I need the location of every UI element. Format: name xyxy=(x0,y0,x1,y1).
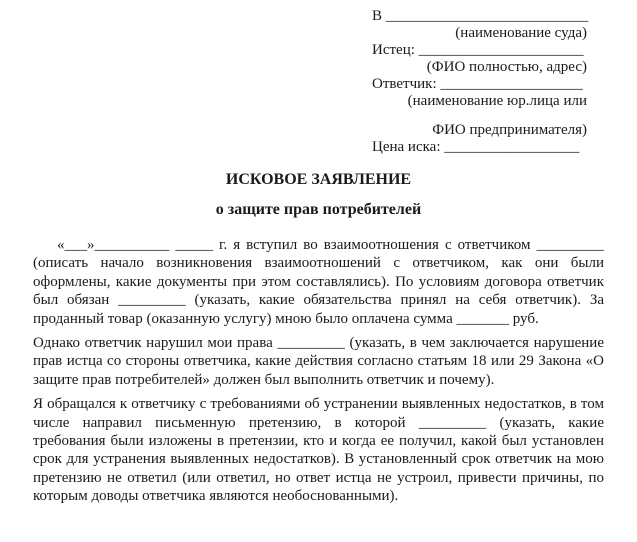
paragraph-rights-violation: Однако ответчик нарушил мои права _________ (указать, в чем заключается нарушение прав истца со стороны ответчика, какие действия согласно статьям 18 или 29 Закона «О защите прав потребителей» должен был выполнить ответчик и почему). xyxy=(33,335,604,388)
defendant-field: Ответчик: ___________________ xyxy=(372,76,583,92)
paragraph-claim-demand: Я обращался к ответчику с требованиями об устранении выявленных недостатков, в том числе направил письменную претензию, в которой _________ (указать, какие требования были изложены в претензии, кто и когда ее получил, какой был установлен срок для устранения выявленных недостатков). В установленный срок ответчик на мою претензию не ответил (или ответил, но ответ истца не устроил, привести причины, по которым доводы ответчика являются необоснованными). xyxy=(33,396,604,505)
document-subtitle: о защите прав потребителей xyxy=(215,201,422,218)
defendant-hint-line2: ФИО предпринимателя) xyxy=(432,122,587,138)
plaintiff-hint: (ФИО полностью, адрес) xyxy=(426,59,587,75)
document-title: ИСКОВОЕ ЗАЯВЛЕНИЕ xyxy=(225,171,412,188)
claim-price-field: Цена иска: __________________ xyxy=(372,139,580,155)
document-body xyxy=(0,236,637,506)
court-header-block xyxy=(372,8,587,156)
court-name-hint: (наименование суда) xyxy=(455,25,587,41)
court-name-field: В ___________________________ xyxy=(372,8,589,24)
defendant-hint-line1: (наименование юр.лица или xyxy=(407,93,587,109)
paragraph-relationship-start: «___»__________ _____ г. я вступил во взаимоотношения с ответчиком _________ (описать начало возникновения взаимоотношений с ответчиком, как они были оформлены, какие документы при этом составлялись). По условиям договора ответчик был обязан _________ (указать, какие обязательства принял на себя ответчик). За проданный товар (оказанную услугу) мною было оплачена сумма _______ руб. xyxy=(33,237,604,327)
plaintiff-field: Истец: ______________________ xyxy=(372,42,584,58)
